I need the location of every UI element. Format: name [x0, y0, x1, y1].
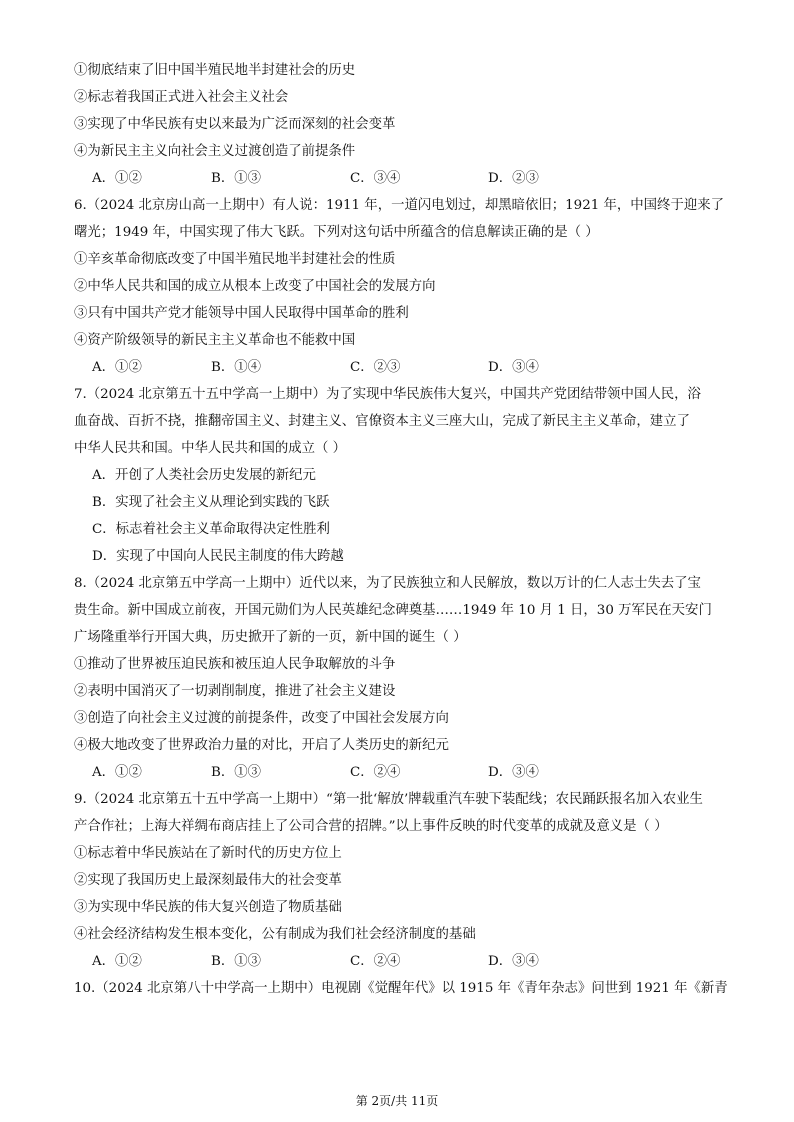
option-d: D．③④: [488, 765, 539, 780]
q9-stem-line-1: 9.（2024 北京第五十五中学高一上期中）“第一批‘解放’牌载重汽车驶下装配线；农民踊跃报名加入农业生: [74, 792, 703, 807]
option-c: C．②④: [350, 765, 401, 780]
q8-item-4: ④极大地改变了世界政治力量的对比，开启了人类历史的新纪元: [74, 738, 449, 753]
option-a: A．①②: [92, 171, 142, 186]
option-d: D．②③: [488, 171, 539, 186]
q7-choice-d: D．实现了中国向人民民主制度的伟大跨越: [92, 549, 344, 564]
q7-stem-line-1: 7.（2024 北京第五十五中学高一上期中）为了实现中华民族伟大复兴，中国共产党团结带领中国人民，浴: [74, 387, 701, 402]
option-c: C．③④: [350, 171, 401, 186]
q9-stem-line-2: 产合作社；上海大祥绸布商店挂上了公司合营的招牌。”以上事件反映的时代变革的成就及意义是（ ）: [74, 819, 668, 834]
q8-item-2: ②表明中国消灭了一切剥削制度，推进了社会主义建设: [74, 684, 396, 699]
q7-choice-b: B．实现了社会主义从理论到实践的飞跃: [92, 495, 330, 510]
option-a: A．①②: [92, 954, 142, 969]
option-b: B．①③: [211, 171, 262, 186]
option-b: B．①③: [211, 765, 262, 780]
option-b: B．①④: [211, 360, 262, 375]
page-number: 第 2页/共 11页: [355, 1094, 439, 1108]
q8-stem-line-3: 广场隆重举行开国大典，历史掀开了新的一页，新中国的诞生（ ）: [74, 630, 467, 645]
q7-stem-line-2: 血奋战、百折不挠，推翻帝国主义、封建主义、官僚资本主义三座大山，完成了新民主主义革命，建立了: [74, 414, 690, 429]
q6-item-2: ②中华人民共和国的成立从根本上改变了中国社会的发展方向: [74, 279, 436, 294]
q6-stem-line-1: 6.（2024 北京房山高一上期中）有人说：1911 年，一道闪电划过，却黑暗依旧；1921 年，中国终于迎来了: [74, 198, 725, 213]
q8-stem-line-1: 8.（2024 北京第五中学高一上期中）近代以来，为了民族独立和人民解放，数以万计的仁人志士失去了宝: [74, 576, 701, 591]
q6-stem-line-2: 曙光；1949 年，中国实现了伟大飞跃。下列对这句话中所蕴含的信息解读正确的是（ ）: [74, 225, 599, 240]
option-a: A．①②: [92, 360, 142, 375]
q8-item-3: ③创造了向社会主义过渡的前提条件，改变了中国社会发展方向: [74, 711, 449, 726]
q7-stem-line-3: 中华人民共和国。中华人民共和国的成立（ ）: [74, 441, 347, 456]
option-a: A．①②: [92, 765, 142, 780]
option-b: B．①③: [211, 954, 262, 969]
q5-item-1: ①彻底结束了旧中国半殖民地半封建社会的历史: [74, 63, 356, 78]
q5-item-4: ④为新民主主义向社会主义过渡创造了前提条件: [74, 144, 356, 159]
option-c: C．②③: [350, 360, 401, 375]
q7-choice-c: C．标志着社会主义革命取得决定性胜利: [92, 522, 330, 537]
q8-stem-line-2: 贵生命。新中国成立前夜，开国元勋们为人民英雄纪念碑奠基……1949 年 10 月 1 日，30 万军民在天安门: [74, 603, 712, 618]
option-d: D．③④: [488, 360, 539, 375]
q9-item-2: ②实现了我国历史上最深刻最伟大的社会变革: [74, 873, 342, 888]
q9-item-4: ④社会经济结构发生根本变化，公有制成为我们社会经济制度的基础: [74, 927, 476, 942]
q9-item-1: ①标志着中华民族站在了新时代的历史方位上: [74, 846, 342, 861]
q6-item-4: ④资产阶级领导的新民主主义革命也不能救中国: [74, 333, 356, 348]
q6-item-1: ①辛亥革命彻底改变了中国半殖民地半封建社会的性质: [74, 252, 396, 267]
q10-stem-line-1: 10.（2024 北京第八十中学高一上期中）电视剧《觉醒年代》以 1915 年《青年杂志》问世到 1921 年《新青: [74, 981, 728, 996]
q6-item-3: ③只有中国共产党才能领导中国人民取得中国革命的胜利: [74, 306, 409, 321]
q5-item-2: ②标志着我国正式进入社会主义社会: [74, 90, 289, 105]
q8-item-1: ①推动了世界被压迫民族和被压迫人民争取解放的斗争: [74, 657, 396, 672]
q5-item-3: ③实现了中华民族有史以来最为广泛而深刻的社会变革: [74, 117, 396, 132]
option-d: D．③④: [488, 954, 539, 969]
q7-choice-a: A．开创了人类社会历史发展的新纪元: [92, 468, 316, 483]
option-c: C．②④: [350, 954, 401, 969]
q9-item-3: ③为实现中华民族的伟大复兴创造了物质基础: [74, 900, 342, 915]
